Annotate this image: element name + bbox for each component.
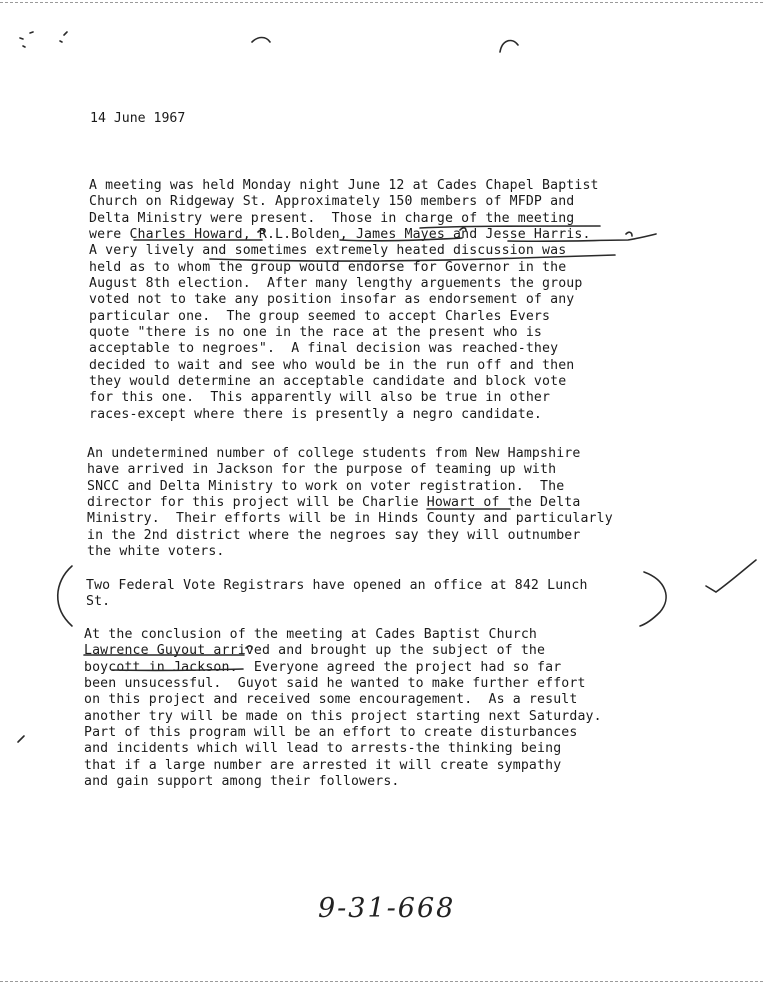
speck-mark [20,32,67,47]
margin-mark [18,736,24,742]
underline-mayes [340,238,462,241]
document-date: 14 June 1967 [90,111,186,126]
paragraph-boycott: At the conclusion of the meeting at Cades Baptist Church Lawrence Guyout arrived and brought up the subject of the boycott in Jackson. Everyone agreed the project had so far been unsucessful. Guyot said he wanted to make further effort on this project and received some encouragement. As a result another try will be made on this project starting next Saturday. Part of this program will be an effort to create disturbances and incidents which will lead to arrests-the thinking being that if a large number are arrested it will create sympathy and gain support among their followers. [84,627,602,790]
bracket-right [640,572,666,626]
bracket-left [58,566,72,626]
tick-mark-right [500,41,518,52]
underline-harris [508,234,656,241]
tick-mark-left [252,38,270,43]
underline-boycott [112,669,243,670]
handwritten-file-number: 9-31-668 [318,893,456,924]
paragraph-meeting: A meeting was held Monday night June 12 at Cades Chapel Baptist Church on Ridgeway St. Approximately 150 members of MFDP and Delta Ministry were present. Those in charge of the meeting were Charles Howard, R.L.Bolden, James Mayes and Jesse Harris. A very lively and sometimes extremely heated discussion was held as to whom the group would endorse for Governor in the August 8th election. After many lengthy arguements the group voted not to take any position insofar as endorsement of any particular one. The group seemed to accept Charles Evers quote "there is no one in the race at the present who is acceptable to negroes". A final decision was reached-they decided to wait and see who would be in the run off and then they would determine an acceptable candidate and block vote for this one. This apparently will also be true in other races-except where there is presently a negro candidate. [89,178,599,422]
paragraph-students: An undetermined number of college students from New Hampshire have arrived in Jackson for the purpose of teaming up with SNCC and Delta Ministry to work on voter registration. The director for this project will be Charlie Howart of the Delta Ministry. Their efforts will be in Hinds County and particularly in the 2nd district where the negroes say they will outnumber the white voters. [87,446,613,560]
underline-heated [210,255,615,261]
name-tick [246,228,632,649]
underline-charge [420,226,600,228]
checkmark-mark [706,560,756,592]
paragraph-registrars: Two Federal Vote Registrars have opened an office at 842 Lunch St. [86,578,588,610]
